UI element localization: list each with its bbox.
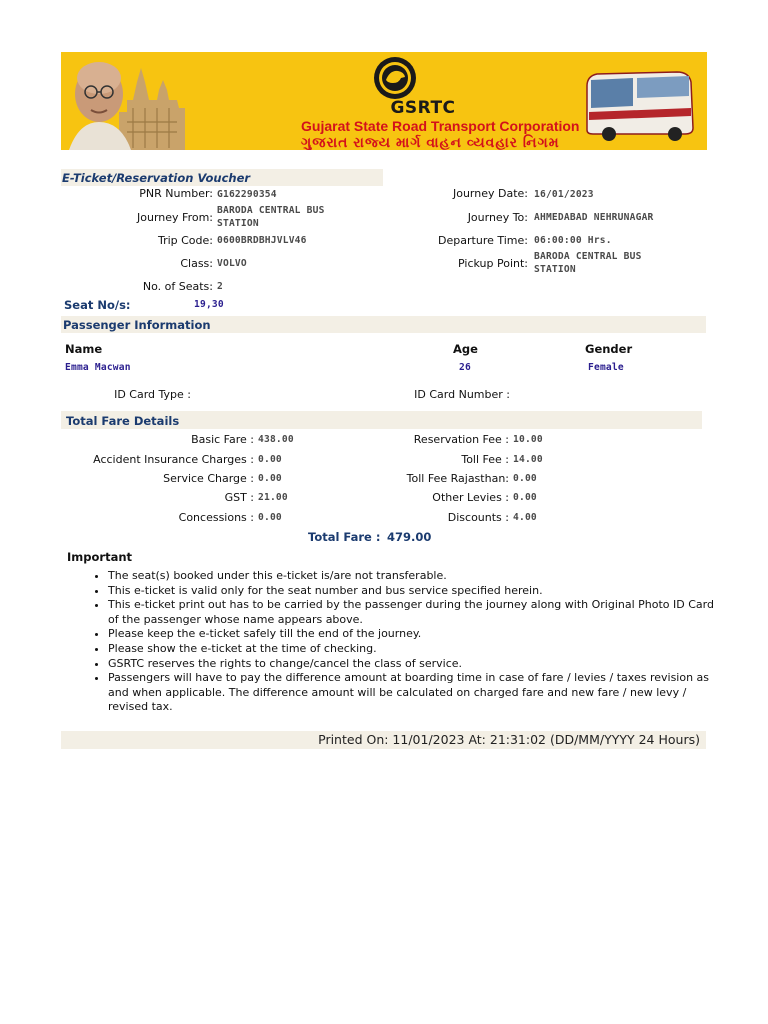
- col-gender-header: Gender: [585, 342, 633, 356]
- departure-label: Departure Time:: [438, 234, 528, 247]
- trip-code-value: 0600BRDBHJVLV46: [217, 235, 307, 246]
- gandhi-temple-image: [61, 52, 221, 150]
- passenger-gender: Female: [588, 362, 624, 373]
- passenger-age: 26: [459, 362, 471, 373]
- printed-on-text: Printed On: 11/01/2023 At: 21:31:02 (DD/MM/YYYY 24 Hours): [318, 732, 700, 747]
- accident-insurance-label: Accident Insurance Charges :: [93, 453, 254, 466]
- pickup-value: BARODA CENTRAL BUS STATION: [534, 251, 642, 275]
- toll-fee-value: 14.00: [513, 454, 543, 465]
- journey-from-label: Journey From:: [137, 211, 213, 224]
- fare-title: Total Fare Details: [66, 414, 180, 428]
- gst-label: GST :: [224, 491, 254, 504]
- journey-from-value: BARODA CENTRAL BUS STATION: [217, 205, 325, 229]
- brand-full-name: Gujarat State Road Transport Corporation: [301, 118, 580, 134]
- gst-value: 21.00: [258, 492, 288, 503]
- trip-code-label: Trip Code:: [157, 234, 213, 247]
- pnr-label: PNR Number:: [139, 187, 213, 200]
- pnr-value: G162290354: [217, 189, 277, 200]
- journey-date-value: 16/01/2023: [534, 189, 594, 200]
- seat-no-value: 19,30: [194, 299, 224, 310]
- other-levies-value: 0.00: [513, 492, 537, 503]
- printed-on-bar: [61, 731, 706, 749]
- id-card-number-label: ID Card Number :: [414, 388, 510, 401]
- header-banner: [61, 52, 707, 150]
- brand-block: [301, 98, 580, 150]
- reservation-fee-value: 10.00: [513, 434, 543, 445]
- important-item: • This e-ticket is valid only for the seat number and bus service specified herein.: [108, 584, 724, 599]
- id-card-type-label: ID Card Type :: [114, 388, 191, 401]
- reservation-fee-label: Reservation Fee :: [413, 433, 509, 446]
- toll-fee-rajasthan-value: 0.00: [513, 473, 537, 484]
- discounts-value: 4.00: [513, 512, 537, 523]
- toll-fee-rajasthan-label: Toll Fee Rajasthan:: [406, 472, 509, 485]
- important-item: • GSRTC reserves the rights to change/cancel the class of service.: [108, 657, 724, 672]
- total-fare-label: Total Fare :: [308, 530, 381, 544]
- service-charge-label: Service Charge :: [163, 472, 254, 485]
- voucher-title: E-Ticket/Reservation Voucher: [62, 171, 251, 185]
- important-list: [88, 569, 724, 715]
- journey-to-value: AHMEDABAD NEHRUNAGAR: [534, 212, 654, 223]
- class-label: Class:: [180, 257, 213, 270]
- accident-insurance-value: 0.00: [258, 454, 282, 465]
- seat-no-label: Seat No/s:: [64, 298, 131, 312]
- journey-to-label: Journey To:: [467, 211, 528, 224]
- important-item: • Please show the e-ticket at the time of checking.: [108, 642, 724, 657]
- important-item: • The seat(s) booked under this e-ticket is/are not transferable.: [108, 569, 724, 584]
- seats-value: 2: [217, 281, 223, 292]
- service-charge-value: 0.00: [258, 473, 282, 484]
- other-levies-label: Other Levies :: [432, 491, 509, 504]
- passenger-title: Passenger Information: [63, 318, 211, 332]
- toll-fee-label: Toll Fee :: [461, 453, 509, 466]
- departure-value: 06:00:00 Hrs.: [534, 235, 612, 246]
- important-item: • Please keep the e-ticket safely till the end of the journey.: [108, 627, 724, 642]
- brand-gujarati-name: ગુજરાત રાજ્ય માર્ગ વાહન વ્યવહાર નિગમ: [301, 134, 560, 150]
- passenger-name: Emma Macwan: [65, 362, 131, 373]
- col-age-header: Age: [453, 342, 478, 356]
- important-item: • Passengers will have to pay the difference amount at boarding time in case of fare / levies / taxes revision as and when applicable. The difference amount will be calculated on charged fare and new fare / new levy / revised tax.: [108, 671, 724, 715]
- class-value: VOLVO: [217, 258, 247, 269]
- discounts-label: Discounts :: [447, 511, 509, 524]
- important-title: Important: [67, 550, 133, 564]
- bus-image: [581, 66, 699, 142]
- journey-date-label: Journey Date:: [452, 187, 528, 200]
- basic-fare-label: Basic Fare :: [191, 433, 254, 446]
- concessions-value: 0.00: [258, 512, 282, 523]
- basic-fare-value: 438.00: [258, 434, 294, 445]
- brand-abbr: GSRTC: [390, 98, 456, 118]
- col-name-header: Name: [65, 342, 103, 356]
- total-fare-value: 479.00: [387, 530, 432, 544]
- seats-label: No. of Seats:: [142, 280, 213, 293]
- pickup-label: Pickup Point:: [458, 257, 528, 270]
- gsrtc-logo-icon: [373, 56, 417, 100]
- important-item: • This e-ticket print out has to be carried by the passenger during the journey along with Original Photo ID Card of the passenger whose name appears above.: [108, 598, 724, 627]
- concessions-label: Concessions :: [178, 511, 254, 524]
